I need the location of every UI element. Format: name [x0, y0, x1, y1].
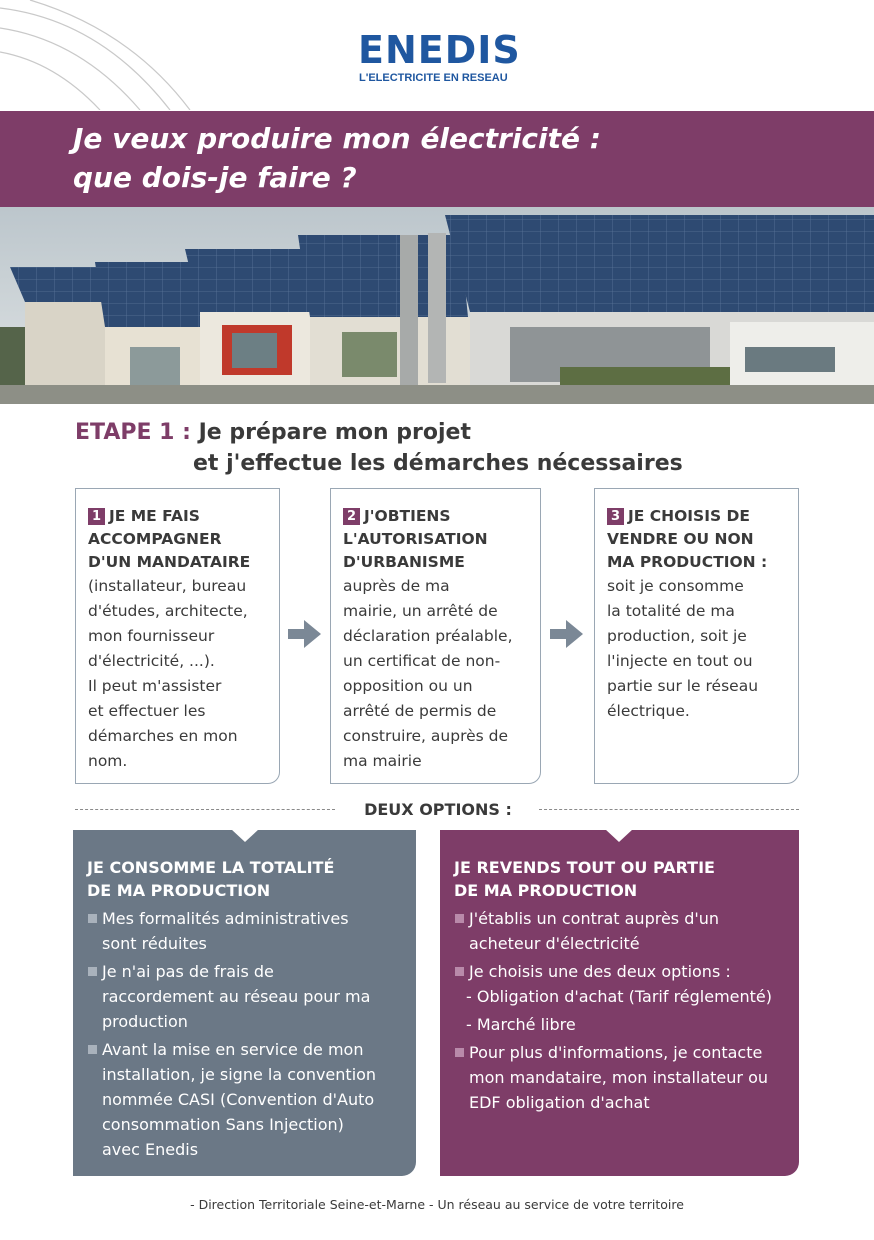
card-body-line: Il peut m'assister — [88, 677, 222, 695]
panel-heading — [454, 856, 787, 902]
arrow-right-icon — [288, 617, 322, 651]
card-heading — [343, 505, 528, 574]
card-heading-line: JE CHOISIS DE — [628, 507, 750, 525]
options-label: DEUX OPTIONS : — [364, 800, 512, 819]
sub-list-item: - Marché libre — [466, 1015, 576, 1034]
list-item-line: acheteur d'électricité — [469, 934, 640, 953]
list-item-line: nommée CASI (Convention d'Auto — [102, 1090, 375, 1109]
card-body-line: construire, auprès de — [343, 727, 509, 745]
step-number-badge: 1 — [88, 508, 105, 525]
card-heading — [88, 505, 267, 574]
option-panel-autoconsommation — [73, 830, 416, 1176]
card-body — [607, 574, 786, 724]
step-title-line-2: et j'effectue les démarches nécessaires — [193, 451, 683, 476]
dashed-divider — [75, 809, 335, 810]
step-number-badge: 2 — [343, 508, 360, 525]
decorative-arcs — [0, 0, 200, 110]
card-body-line: mairie, un arrêté de — [343, 602, 498, 620]
list-item-line: Je choisis une des deux options : — [469, 962, 731, 981]
card-mandataire — [75, 488, 280, 784]
card-heading-line: MA PRODUCTION : — [607, 553, 768, 571]
card-body-line: soit je consomme — [607, 577, 744, 595]
card-body-line: électrique. — [607, 702, 690, 720]
card-body-line: d'électricité, ...). — [88, 652, 215, 670]
square-bullet-icon — [88, 1045, 97, 1054]
list-item — [454, 959, 787, 984]
page-title-line-2: que dois-je faire ? — [73, 161, 357, 194]
list-item-line: mon mandataire, mon installateur ou — [469, 1068, 769, 1087]
card-body-line: nom. — [88, 752, 128, 770]
sub-list-item: - Obligation d'achat (Tarif réglementé) — [466, 987, 773, 1006]
card-urbanisme — [330, 488, 541, 784]
list-item-line: sont réduites — [102, 934, 207, 953]
list-item-line: consommation Sans Injection) — [102, 1115, 344, 1134]
enedis-logo — [358, 28, 521, 90]
solar-houses-photo — [0, 207, 874, 404]
step-title-line-1: Je prépare mon projet — [198, 420, 471, 445]
card-heading-line: D'URBANISME — [343, 553, 465, 571]
card-body-line: un certificat de non- — [343, 652, 501, 670]
card-heading-line: JE ME FAIS — [109, 507, 200, 525]
card-heading-line: ACCOMPAGNER — [88, 530, 222, 548]
card-body-line: production, soit je — [607, 627, 747, 645]
card-body-line: et effectuer les — [88, 702, 206, 720]
list-item-line: J'établis un contrat auprès d'un — [469, 909, 720, 928]
card-body-line: opposition ou un — [343, 677, 473, 695]
card-heading-line: D'UN MANDATAIRE — [88, 553, 251, 571]
panel-heading — [87, 856, 404, 902]
list-item-line: Pour plus d'informations, je contacte — [469, 1043, 763, 1062]
list-item — [87, 959, 404, 1034]
list-item-line: EDF obligation d'achat — [469, 1093, 650, 1112]
card-body-line: déclaration préalable, — [343, 627, 513, 645]
page-title-line-1: Je veux produire mon électricité : — [73, 122, 601, 155]
list-item — [87, 906, 404, 956]
logo-tagline: L'ELECTRICITE EN RESEAU — [359, 72, 508, 84]
panel-notch — [231, 829, 259, 842]
list-item-line: installation, je signe la convention — [102, 1065, 377, 1084]
dashed-divider — [539, 809, 799, 810]
card-body-line: partie sur le réseau — [607, 677, 759, 695]
card-heading — [607, 505, 786, 574]
panel-heading-line: DE MA PRODUCTION — [87, 881, 271, 900]
panel-heading-line: JE CONSOMME LA TOTALITÉ — [87, 858, 335, 877]
card-body-line: démarches en mon — [88, 727, 238, 745]
list-item-line: Je n'ai pas de frais de — [102, 962, 274, 981]
square-bullet-icon — [455, 914, 464, 923]
arrow-right-icon — [550, 617, 584, 651]
card-body-line: d'études, architecte, — [88, 602, 248, 620]
card-body-line: (installateur, bureau — [88, 577, 247, 595]
list-item-line: Avant la mise en service de mon — [102, 1040, 364, 1059]
list-item — [454, 906, 787, 956]
page-footer: - Direction Territoriale Seine-et-Marne - Un réseau au service de votre territoire — [190, 1197, 684, 1212]
list-item-line: production — [102, 1012, 188, 1031]
card-heading-line: VENDRE OU NON — [607, 530, 754, 548]
square-bullet-icon — [88, 967, 97, 976]
card-body — [343, 574, 528, 774]
step-number-badge: 3 — [607, 508, 624, 525]
square-bullet-icon — [455, 967, 464, 976]
panel-heading-line: DE MA PRODUCTION — [454, 881, 638, 900]
list-item — [87, 1037, 404, 1162]
card-heading-line: L'AUTORISATION — [343, 530, 488, 548]
card-body-line: mon fournisseur — [88, 627, 215, 645]
square-bullet-icon — [88, 914, 97, 923]
panel-notch — [605, 829, 633, 842]
list-item-line: Mes formalités administratives — [102, 909, 349, 928]
list-item-line: avec Enedis — [102, 1140, 199, 1159]
step-heading — [75, 418, 471, 448]
square-bullet-icon — [455, 1048, 464, 1057]
list-item — [454, 1040, 787, 1115]
card-body-line: la totalité de ma — [607, 602, 735, 620]
card-heading-line: J'OBTIENS — [364, 507, 451, 525]
card-body-line: l'injecte en tout ou — [607, 652, 753, 670]
card-body-line: auprès de ma — [343, 577, 450, 595]
card-vente — [594, 488, 799, 784]
list-item-line: raccordement au réseau pour ma — [102, 987, 371, 1006]
card-body-line: arrêté de permis de — [343, 702, 497, 720]
card-body-line: ma mairie — [343, 752, 422, 770]
card-body — [88, 574, 267, 774]
logo-wordmark: ENEDIS — [358, 28, 521, 72]
panel-heading-line: JE REVENDS TOUT OU PARTIE — [454, 858, 715, 877]
step-tag: ETAPE 1 : — [75, 420, 191, 445]
option-panel-revente — [440, 830, 799, 1176]
